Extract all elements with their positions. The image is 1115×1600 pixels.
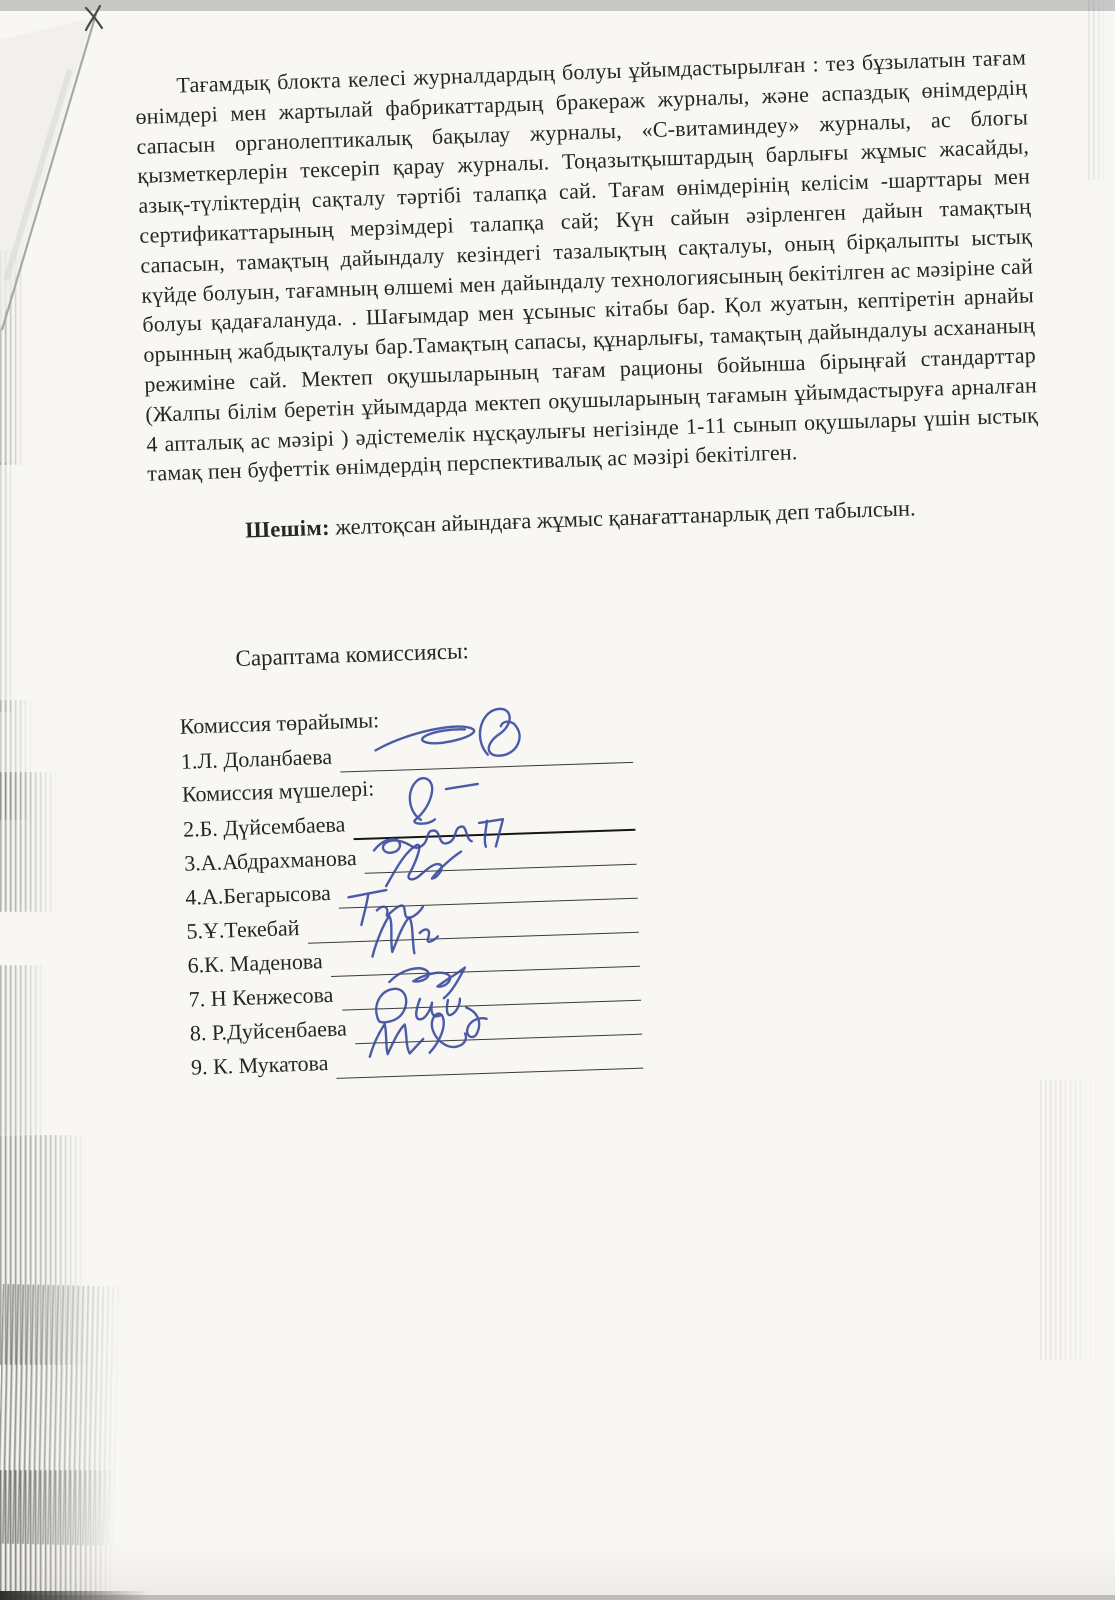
signer-name: 7. Н Кенжесова bbox=[188, 982, 334, 1012]
signer-name: 8. Р.Дуйсенбаева bbox=[189, 1015, 348, 1046]
decision-label: Шешім: bbox=[244, 514, 331, 543]
scan-shadow-bottom bbox=[0, 1540, 1115, 1600]
corner-x-mark bbox=[86, 6, 102, 30]
document-content bbox=[134, 42, 1059, 1084]
scan-smudge bbox=[0, 462, 16, 712]
signer-name: 9. К. Мукатова bbox=[190, 1050, 329, 1080]
scan-smudge bbox=[1040, 1080, 1100, 1360]
signer-name: 1.Л. Доланбаева bbox=[180, 743, 333, 774]
signature-line bbox=[336, 1038, 643, 1079]
scan-smudge bbox=[0, 772, 58, 912]
chair-label: Комиссия төрайымы: bbox=[179, 707, 380, 739]
body-paragraph: Тағамдық блокта келесі журналдардың болуы ұйымдастырылған : тез бұзылатын тағам өнімдері мен жартылай фабрикаттардың бракераж журналы, және аспаздық өнімдердің сапасын органолептикалық бақылау журналы, «С-витаминдеу» журналы, ас блогы қызметкерлерін тексеріп қарау журналы. Тоңазытқыштардың барлығы жұмыс жасайды, азық-түліктердің сақталу тәртібі талапқа сай. Тағам өнімдерінің келісім -шарттары мен сертификаттарының мерзімдері талапқа сай; Күн сайын әзірленген дайын тамақтың сапасын, тамақтың дайындалу кезіндегі тазалықтың сақталуы, оның бірқалыпты ыстық күйде болуын, тағамның өлшемі мен дайындалу технологиясының бекітілген ас мәзіріне сай болуы қадағалануда. . Шағымдар мен ұсыныс кітабы бар. Қол жуатын, кептіретін арнайы орынның жабдықталуы бар.Тамақтың сапасы, құнарлығы, тамақтың дайындалуы асхананың режиміне сай. Мектеп оқушыларының тағам рационы бойынша бірыңғай стандарттар (Жалпы білім беретін ұйымдарда мектеп оқушыларының тағамын ұйымдастыруға арналған 4 апталық ас мәзірі ) әдістемелік нұсқаулығы негізінде 1-11 сынып оқушылары үшін ыстық тамақ пен буфеттік өнімдердің перспективалық ас мәзірі бекітілген. bbox=[135, 44, 1039, 487]
scan-edge-bottom bbox=[0, 1595, 1115, 1600]
members-label: Комиссия мүшелері: bbox=[181, 775, 375, 807]
signer-name: 3.А.Абдрахманова bbox=[183, 845, 358, 876]
commission-heading: Сараптама комиссиясы: bbox=[235, 638, 470, 672]
signer-name: 5.Ұ.Текебай bbox=[186, 915, 300, 944]
signer-name: 2.Б. Дүйсембаева bbox=[182, 811, 346, 842]
scan-smudge bbox=[1088, 0, 1108, 180]
scan-smudge bbox=[0, 965, 46, 1135]
decision-text: желтоқсан айындаға жұмыс қанағаттанарлық деп табылсын. bbox=[329, 495, 916, 540]
signer-name: 6.К. Маденова bbox=[187, 948, 324, 978]
decision-paragraph bbox=[149, 489, 1042, 549]
signer-name: 4.А.Бегарысова bbox=[184, 880, 332, 910]
signature-block bbox=[179, 695, 643, 1084]
scan-edge-bottom-left bbox=[0, 1591, 150, 1600]
